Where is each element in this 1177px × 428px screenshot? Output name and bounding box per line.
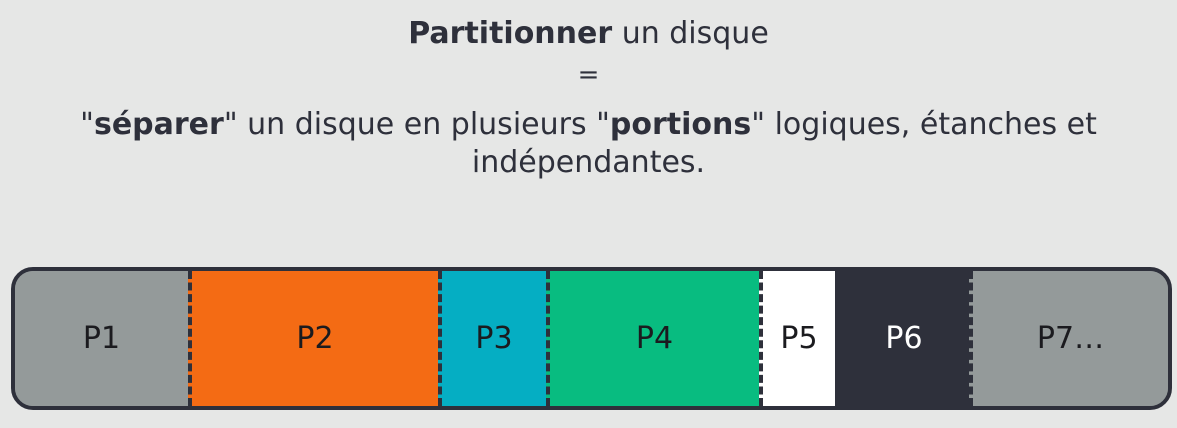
equals-sign: = <box>577 60 600 90</box>
definition-middle: " un disque en plusieurs " <box>223 107 610 142</box>
partition-p2 <box>188 271 438 406</box>
partition-label: P2 <box>296 321 334 356</box>
partition-label: P6 <box>885 321 923 356</box>
partition-label: P7… <box>1036 321 1105 356</box>
partition-p1 <box>15 271 188 406</box>
definition-bold-portions: portions <box>609 107 752 142</box>
title-block <box>0 14 1177 182</box>
heading <box>0 14 1177 54</box>
partition-label: P4 <box>635 321 674 356</box>
definition-quote-open: " <box>80 107 94 142</box>
partition-p5 <box>759 271 835 406</box>
heading-bold: Partitionner <box>408 16 613 51</box>
partition-label: P5 <box>780 321 818 356</box>
partition-p4 <box>546 271 759 406</box>
heading-rest: un disque <box>612 16 769 51</box>
definition-end: " logiques, étanches et indépendantes. <box>471 107 1097 180</box>
partition-p6 <box>835 271 969 406</box>
partition-p3 <box>438 271 546 406</box>
definition-bold-separer: séparer <box>93 107 224 142</box>
partition-label: P1 <box>82 321 121 356</box>
definition <box>59 106 1119 182</box>
disk-bar <box>11 267 1172 410</box>
partition-p7 <box>969 271 1168 406</box>
partition-label: P3 <box>475 321 513 356</box>
